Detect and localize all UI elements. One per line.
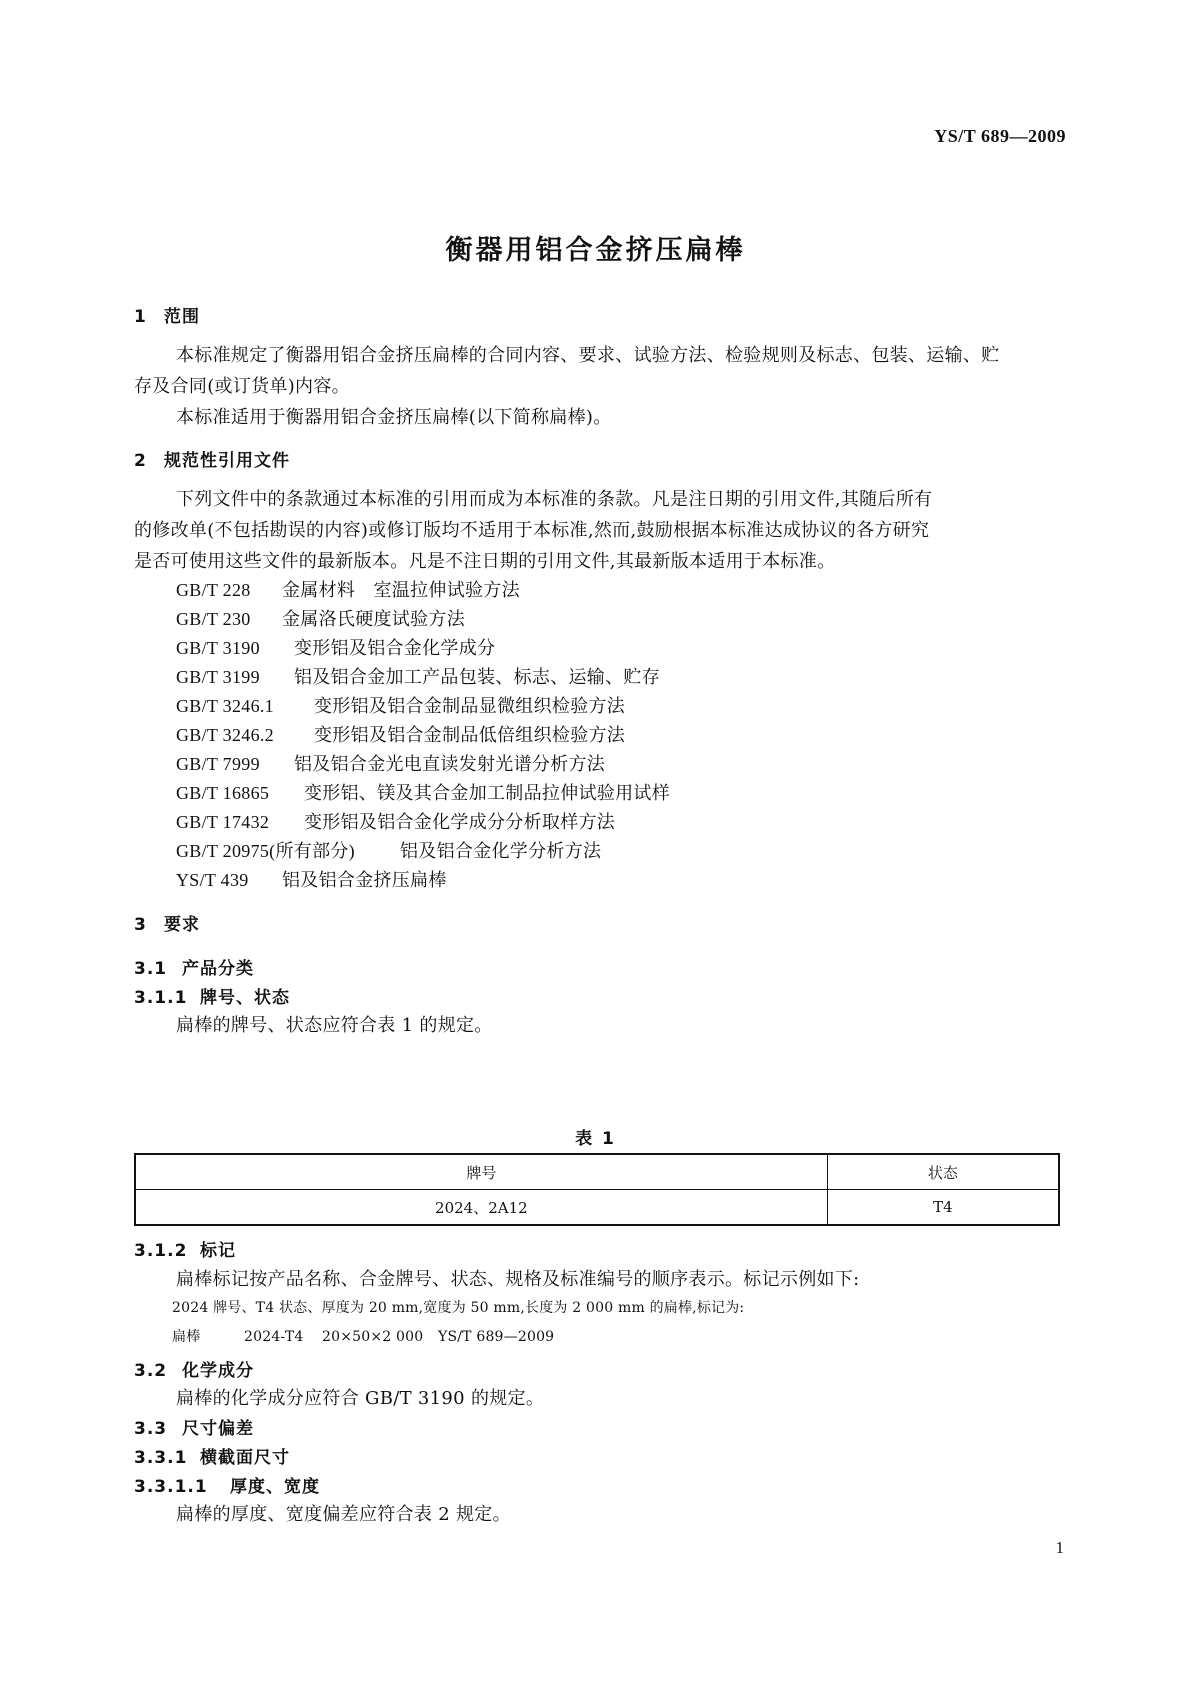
table-row [135, 1190, 1059, 1226]
table-header-cell: 牌号 [135, 1154, 827, 1190]
section-title: 牌号、状态 [200, 988, 290, 1008]
section-2-paragraph [134, 484, 1060, 577]
reference-code: GB/T 3190 [176, 638, 260, 658]
reference-name: 铝及铝合金光电直读发射光谱分析方法 [294, 754, 606, 775]
mark-standard: YS/T 689—2009 [438, 1329, 555, 1345]
grade-temper-table [134, 1153, 1060, 1226]
reference-code: GB/T 3246.1 [176, 696, 274, 716]
body-text: 扁棒标记按产品名称、合金牌号、状态、规格及标准编号的顺序表示。标记示例如下: [176, 1269, 860, 1290]
reference-name: 金属材料 室温拉伸试验方法 [282, 580, 520, 601]
reference-item [176, 721, 625, 747]
reference-name: 变形铝及铝合金化学成分 [294, 638, 496, 659]
reference-item [176, 837, 601, 863]
reference-item [176, 576, 520, 602]
table-cell: 2024、2A12 [135, 1190, 827, 1226]
reference-item [176, 663, 660, 689]
body-text: 扁棒的厚度、宽度偏差应符合表 2 规定。 [176, 1504, 511, 1525]
text-line: 是否可使用这些文件的最新版本。凡是不注日期的引用文件,其最新版本适用于本标准。 [134, 551, 836, 572]
reference-item [176, 779, 670, 805]
example-text: 2024 牌号、T4 状态、厚度为 20 mm,宽度为 50 mm,长度为 2 000 mm 的扁棒,标记为: [172, 1300, 745, 1316]
reference-item [176, 634, 495, 660]
reference-item [176, 808, 615, 834]
section-3-2-heading [134, 1356, 254, 1381]
section-number: 3 [134, 915, 147, 935]
section-number: 2 [134, 451, 147, 471]
section-title: 标记 [200, 1241, 236, 1261]
text-line: 的修改单(不包括勘误的内容)或修订版均不适用于本标准,然而,鼓励根据本标准达成协议的各方研究 [134, 520, 930, 541]
reference-code: GB/T 16865 [176, 783, 270, 803]
section-number: 3.2 [134, 1361, 168, 1381]
reference-name: 铝及铝合金挤压扁棒 [282, 870, 447, 891]
section-title: 化学成分 [182, 1361, 254, 1381]
section-number: 3.1 [134, 959, 168, 979]
section-3-1-heading [134, 954, 254, 979]
reference-name: 变形铝及铝合金制品低倍组织检验方法 [314, 725, 626, 746]
reference-code: YS/T 439 [176, 870, 249, 890]
reference-code: GB/T 3199 [176, 667, 260, 687]
body-text: 扁棒的化学成分应符合 GB/T 3190 的规定。 [176, 1388, 545, 1409]
text-line: 存及合同(或订货单)内容。 [134, 376, 350, 397]
text-line: 本标准规定了衡器用铝合金挤压扁棒的合同内容、要求、试验方法、检验规则及标志、包装、运输、贮 [176, 345, 1000, 366]
section-number: 3.1.1 [134, 988, 188, 1008]
section-3-heading [134, 910, 200, 935]
reference-code: GB/T 230 [176, 609, 251, 629]
reference-name: 铝及铝合金化学分析方法 [400, 841, 602, 862]
section-3-3-1-1-heading [134, 1472, 320, 1497]
section-title: 厚度、宽度 [230, 1477, 320, 1497]
section-2-heading [134, 446, 290, 471]
section-1-paragraph [134, 340, 1060, 433]
mark-alloy: 2024-T4 [244, 1329, 304, 1345]
reference-code: GB/T 3246.2 [176, 725, 274, 745]
reference-name: 铝及铝合金加工产品包装、标志、运输、贮存 [294, 667, 660, 688]
reference-name: 金属洛氏硬度试验方法 [282, 609, 465, 630]
mark-product: 扁棒 [172, 1329, 201, 1345]
reference-name: 变形铝及铝合金制品显微组织检验方法 [314, 696, 626, 717]
reference-name: 变形铝及铝合金化学成分分析取样方法 [304, 812, 616, 833]
body-text: 扁棒的牌号、状态应符合表 1 的规定。 [176, 1015, 493, 1036]
section-3-3-heading [134, 1414, 254, 1439]
standard-number: YS/T 689—2009 [934, 126, 1066, 146]
reference-name: 变形铝、镁及其合金加工制品拉伸试验用试样 [304, 783, 670, 804]
table-caption: 表 1 [575, 1129, 616, 1149]
section-title: 要求 [164, 915, 200, 935]
section-number: 3.3.1 [134, 1448, 188, 1468]
reference-code: GB/T 7999 [176, 754, 260, 774]
reference-item [176, 750, 605, 776]
section-title: 规范性引用文件 [164, 451, 290, 471]
text-line: 下列文件中的条款通过本标准的引用而成为本标准的条款。凡是注日期的引用文件,其随后所有 [176, 489, 933, 510]
section-3-1-1-heading [134, 983, 290, 1008]
reference-code: GB/T 228 [176, 580, 251, 600]
section-title: 产品分类 [182, 959, 254, 979]
section-number: 3.3 [134, 1419, 168, 1439]
document-title: 衡器用铝合金挤压扁棒 [445, 235, 746, 266]
marking-example [172, 1326, 554, 1346]
reference-item [176, 866, 447, 892]
reference-item [176, 605, 465, 631]
page-number: 1 [1055, 1538, 1064, 1557]
section-number: 3.3.1.1 [134, 1477, 208, 1497]
section-3-1-2-heading [134, 1236, 236, 1261]
section-3-3-1-heading [134, 1443, 290, 1468]
section-1-heading [134, 302, 200, 327]
text-line: 本标准适用于衡器用铝合金挤压扁棒(以下简称扁棒)。 [176, 407, 612, 428]
section-title: 尺寸偏差 [182, 1419, 254, 1439]
table-header-row [135, 1154, 1059, 1190]
table-cell: T4 [827, 1190, 1059, 1226]
section-number: 1 [134, 307, 147, 327]
reference-code: GB/T 17432 [176, 812, 270, 832]
section-number: 3.1.2 [134, 1241, 188, 1261]
section-title: 范围 [164, 307, 200, 327]
reference-code: GB/T 20975(所有部分) [176, 841, 355, 861]
table-header-cell: 状态 [827, 1154, 1059, 1190]
mark-size: 20×50×2 000 [322, 1329, 424, 1345]
section-title: 横截面尺寸 [200, 1448, 290, 1468]
reference-item [176, 692, 625, 718]
